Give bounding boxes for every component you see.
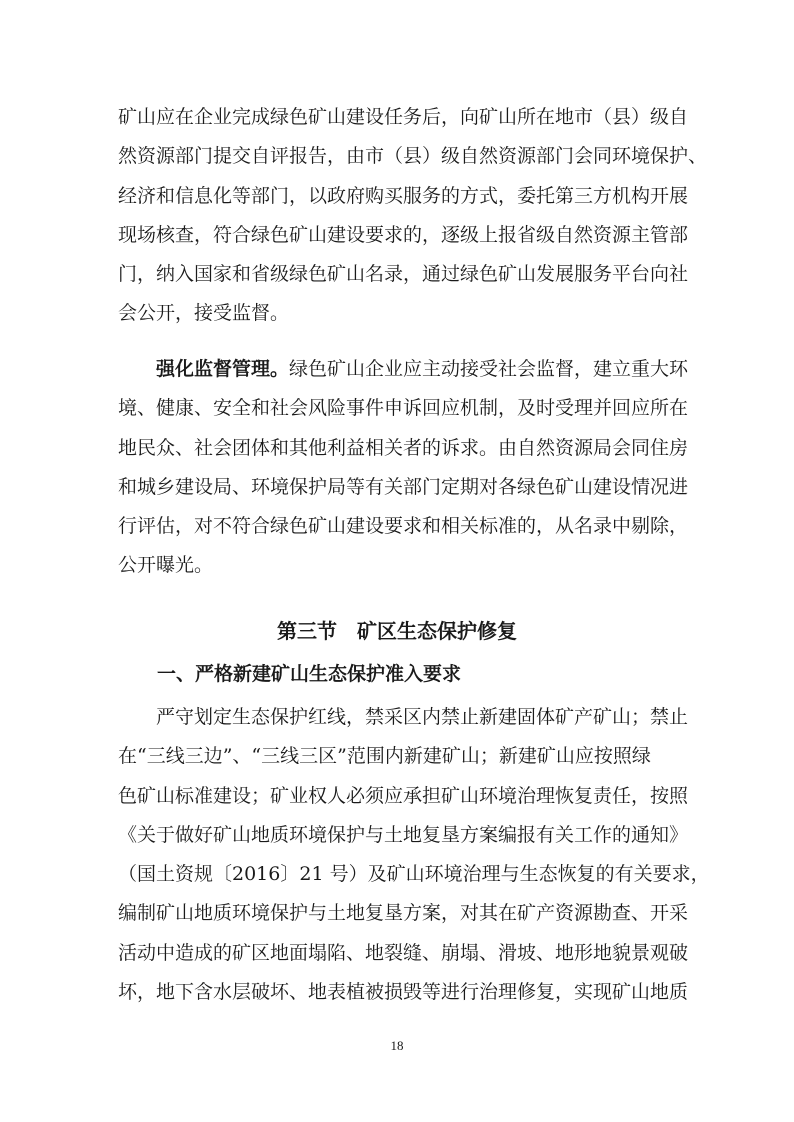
text-line	[118, 350, 689, 389]
section-title: 第三节 矿区生态保护修复	[277, 619, 517, 643]
text-line: 矿山应在企业完成绿色矿山建设任务后，向矿山所在地市（县）级自	[118, 106, 689, 128]
text-line: 严守划定生态保护红线，禁采区内禁止新建固体矿产矿山；禁止	[156, 706, 689, 728]
text-line: 现场核查，符合绿色矿山建设要求的，逐级上报省级自然资源主管部	[118, 223, 689, 246]
page-number: 18	[390, 1038, 404, 1053]
text-line: 《关于做好矿山地质环境保护与土地复垦方案编报有关工作的通知》	[118, 823, 689, 846]
subsection-title: 一、严格新建矿山生态保护准入要求	[157, 663, 462, 685]
paragraph-lead: 强化监督管理。	[156, 358, 290, 380]
paragraph-supervision	[118, 350, 689, 586]
text-line: （国土资规〔2016〕21 号）及矿山环境治理与生态恢复的有关要求，	[118, 863, 710, 886]
text-line: 会公开，接受监督。	[118, 302, 290, 325]
text-line: 地民众、社会团体和其他利益相关者的诉求。由自然资源局会同住房	[118, 436, 689, 459]
paragraph-self-evaluation	[118, 98, 708, 334]
text-line: 色矿山标准建设；矿业权人必须应承担矿山环境治理恢复责任，按照	[118, 784, 689, 807]
text-line: 公开曝光。	[118, 554, 214, 577]
text-line-rest: 绿色矿山企业应主动接受社会监督，建立重大环	[289, 358, 689, 380]
text-line: 和城乡建设局、环境保护局等有关部门定期对各绿色矿山建设情况进	[118, 475, 689, 498]
text-line: 经济和信息化等部门，以政府购买服务的方式，委托第三方机构开展	[118, 184, 689, 207]
paragraph-ecological-requirements	[118, 698, 710, 1012]
text-line: 行评估，对不符合绿色矿山建设要求和相关标准的，从名录中剔除，	[118, 515, 689, 538]
text-line: 活动中造成的矿区地面塌陷、地裂缝、崩塌、滑坡、地形地貌景观破	[118, 941, 689, 964]
text-line: 在“三线三边”、“三线三区”范围内新建矿山；新建矿山应按照绿	[118, 745, 651, 768]
text-line: 坏，地下含水层破坏、地表植被损毁等进行治理修复，实现矿山地质	[118, 981, 689, 1004]
text-line: 境、健康、安全和社会风险事件申诉回应机制，及时受理并回应所在	[118, 397, 689, 420]
text-line: 编制矿山地质环境保护与土地复垦方案，对其在矿产资源勘查、开采	[118, 902, 689, 925]
text-line: 然资源部门提交自评报告，由市（县）级自然资源部门会同环境保护、	[118, 145, 708, 168]
text-line: 门，纳入国家和省级绿色矿山名录，通过绿色矿山发展服务平台向社	[118, 263, 689, 286]
